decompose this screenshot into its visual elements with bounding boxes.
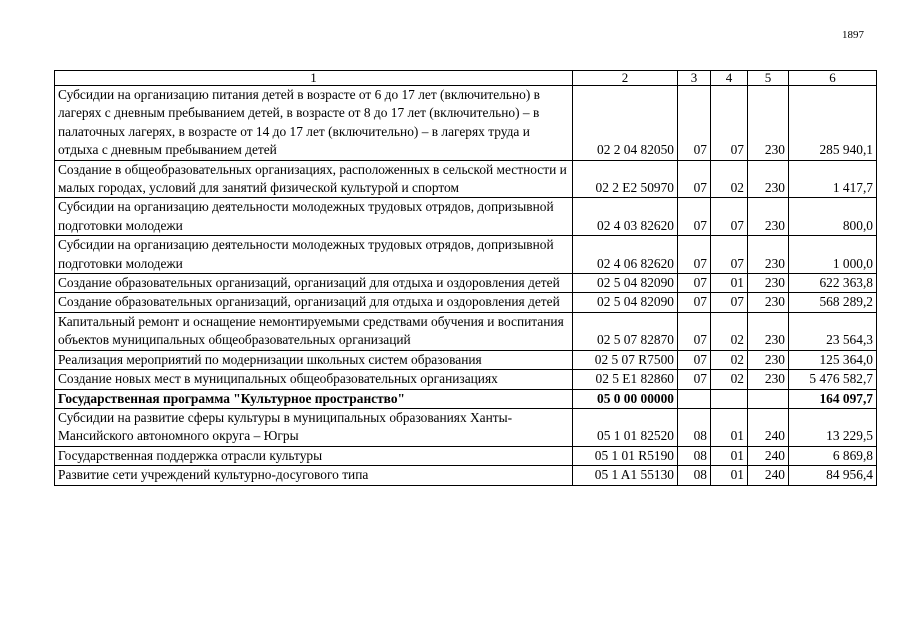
row-target-code: 02 5 07 82870 bbox=[573, 312, 678, 350]
row-subsection: 02 bbox=[711, 312, 748, 350]
row-expense-type: 240 bbox=[748, 408, 789, 446]
row-section bbox=[678, 389, 711, 408]
row-expense-type bbox=[748, 389, 789, 408]
row-amount: 1 000,0 bbox=[789, 236, 877, 274]
row-target-code: 02 2 E2 50970 bbox=[573, 160, 678, 198]
row-target-code: 05 0 00 00000 bbox=[573, 389, 678, 408]
row-expense-type: 230 bbox=[748, 274, 789, 293]
row-section: 08 bbox=[678, 408, 711, 446]
column-header: 6 bbox=[789, 71, 877, 86]
row-section: 07 bbox=[678, 86, 711, 161]
row-expense-type: 230 bbox=[748, 350, 789, 369]
row-expense-type: 230 bbox=[748, 160, 789, 198]
row-section: 07 bbox=[678, 236, 711, 274]
row-amount: 23 564,3 bbox=[789, 312, 877, 350]
row-amount: 568 289,2 bbox=[789, 293, 877, 312]
budget-table bbox=[54, 70, 877, 486]
row-section: 07 bbox=[678, 293, 711, 312]
row-subsection: 01 bbox=[711, 274, 748, 293]
row-description: Реализация мероприятий по модернизации школьных систем образования bbox=[55, 350, 573, 369]
row-description: Создание образовательных организаций, организаций для отдыха и оздоровления детей bbox=[55, 293, 573, 312]
column-header: 1 bbox=[55, 71, 573, 86]
table-row bbox=[55, 389, 877, 408]
column-header: 3 bbox=[678, 71, 711, 86]
row-expense-type: 230 bbox=[748, 198, 789, 236]
row-description: Создание в общеобразовательных организациях, расположенных в сельской местности и малых городах, условий для занятий физической культурой и спортом bbox=[55, 160, 573, 198]
header-row bbox=[55, 71, 877, 86]
row-amount: 800,0 bbox=[789, 198, 877, 236]
row-description: Субсидии на развитие сферы культуры в муниципальных образованиях Ханты-Мансийского автономного округа – Югры bbox=[55, 408, 573, 446]
row-subsection: 02 bbox=[711, 370, 748, 389]
row-description: Государственная программа "Культурное пространство" bbox=[55, 389, 573, 408]
row-subsection: 02 bbox=[711, 160, 748, 198]
row-amount: 6 869,8 bbox=[789, 446, 877, 465]
row-subsection: 01 bbox=[711, 446, 748, 465]
row-expense-type: 230 bbox=[748, 370, 789, 389]
table-row bbox=[55, 274, 877, 293]
row-section: 07 bbox=[678, 370, 711, 389]
row-amount: 1 417,7 bbox=[789, 160, 877, 198]
row-expense-type: 230 bbox=[748, 312, 789, 350]
row-amount: 622 363,8 bbox=[789, 274, 877, 293]
row-target-code: 02 2 04 82050 bbox=[573, 86, 678, 161]
row-section: 07 bbox=[678, 198, 711, 236]
row-section: 08 bbox=[678, 446, 711, 465]
row-description: Создание образовательных организаций, организаций для отдыха и оздоровления детей bbox=[55, 274, 573, 293]
row-expense-type: 240 bbox=[748, 446, 789, 465]
row-target-code: 02 5 04 82090 bbox=[573, 293, 678, 312]
row-description: Субсидии на организацию деятельности молодежных трудовых отрядов, допризывной подготовки молодежи bbox=[55, 236, 573, 274]
table-row bbox=[55, 312, 877, 350]
row-amount: 13 229,5 bbox=[789, 408, 877, 446]
table-row bbox=[55, 236, 877, 274]
row-target-code: 02 4 06 82620 bbox=[573, 236, 678, 274]
column-header: 4 bbox=[711, 71, 748, 86]
row-target-code: 05 1 01 82520 bbox=[573, 408, 678, 446]
column-header: 2 bbox=[573, 71, 678, 86]
row-expense-type: 230 bbox=[748, 236, 789, 274]
row-amount: 5 476 582,7 bbox=[789, 370, 877, 389]
row-subsection: 02 bbox=[711, 350, 748, 369]
row-target-code: 02 5 E1 82860 bbox=[573, 370, 678, 389]
row-description: Создание новых мест в муниципальных общеобразовательных организациях bbox=[55, 370, 573, 389]
table-row bbox=[55, 408, 877, 446]
row-expense-type: 230 bbox=[748, 86, 789, 161]
row-target-code: 02 5 07 R7500 bbox=[573, 350, 678, 369]
row-target-code: 02 5 04 82090 bbox=[573, 274, 678, 293]
table-row bbox=[55, 446, 877, 465]
row-subsection: 07 bbox=[711, 236, 748, 274]
row-target-code: 05 1 A1 55130 bbox=[573, 466, 678, 485]
row-amount: 285 940,1 bbox=[789, 86, 877, 161]
table-row bbox=[55, 350, 877, 369]
row-expense-type: 230 bbox=[748, 293, 789, 312]
row-amount: 84 956,4 bbox=[789, 466, 877, 485]
row-section: 07 bbox=[678, 312, 711, 350]
row-section: 07 bbox=[678, 274, 711, 293]
row-subsection: 07 bbox=[711, 198, 748, 236]
row-description: Капитальный ремонт и оснащение немонтируемыми средствами обучения и воспитания объектов муниципальных общеобразовательных организаций bbox=[55, 312, 573, 350]
table-row bbox=[55, 466, 877, 485]
row-amount: 164 097,7 bbox=[789, 389, 877, 408]
table-row bbox=[55, 293, 877, 312]
row-subsection: 01 bbox=[711, 466, 748, 485]
row-section: 07 bbox=[678, 160, 711, 198]
table-row bbox=[55, 160, 877, 198]
row-subsection bbox=[711, 389, 748, 408]
column-header: 5 bbox=[748, 71, 789, 86]
row-description: Субсидии на организацию питания детей в возрасте от 6 до 17 лет (включительно) в лагерях с дневным пребыванием детей, в возрасте от 8 до 17 лет (включительно) – в палаточных лагерях, в возрасте от 14 до 17 лет (включительно) – в лагерях труда и отдыха с дневным пребыванием детей bbox=[55, 86, 573, 161]
row-subsection: 07 bbox=[711, 293, 748, 312]
row-description: Государственная поддержка отрасли культуры bbox=[55, 446, 573, 465]
table-row bbox=[55, 370, 877, 389]
row-amount: 125 364,0 bbox=[789, 350, 877, 369]
row-expense-type: 240 bbox=[748, 466, 789, 485]
table-row bbox=[55, 86, 877, 161]
page-number: 1897 bbox=[842, 29, 864, 41]
row-target-code: 05 1 01 R5190 bbox=[573, 446, 678, 465]
row-target-code: 02 4 03 82620 bbox=[573, 198, 678, 236]
row-description: Развитие сети учреждений культурно-досугового типа bbox=[55, 466, 573, 485]
row-section: 07 bbox=[678, 350, 711, 369]
row-subsection: 07 bbox=[711, 86, 748, 161]
table-row bbox=[55, 198, 877, 236]
row-subsection: 01 bbox=[711, 408, 748, 446]
row-section: 08 bbox=[678, 466, 711, 485]
row-description: Субсидии на организацию деятельности молодежных трудовых отрядов, допризывной подготовки молодежи bbox=[55, 198, 573, 236]
